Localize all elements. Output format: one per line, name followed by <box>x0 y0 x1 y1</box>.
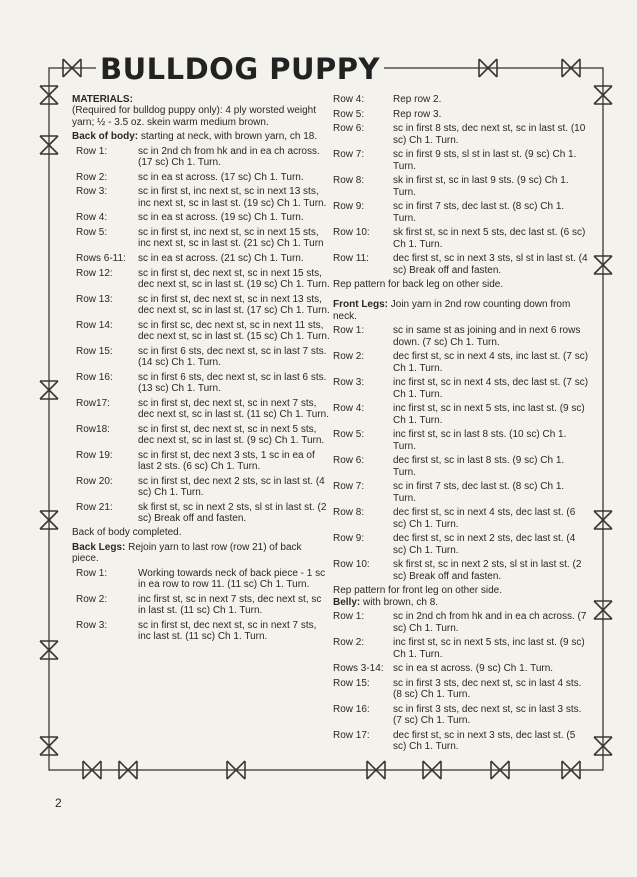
row-label: Row 19: <box>76 449 113 461</box>
instruction-row <box>333 455 589 478</box>
back-legs-intro <box>72 542 330 565</box>
row-label: Row 3: <box>76 186 108 198</box>
row-instruction: dec first st, sc in next 4 sts, dec last st. (6 sc) Ch 1. Turn. <box>393 507 576 530</box>
row-instruction: sc in ea st across. (19 sc) Ch 1. Turn. <box>138 212 304 224</box>
row-instruction: inc first st, sc in next 5 sts, inc last st. (9 sc) Ch 1. Turn. <box>393 403 585 426</box>
row-label: Row 8: <box>333 175 365 187</box>
row-instruction: sc in first st, dec next st, sc in next 15 sts, dec next st, sc in last st. (19 sc) Ch 1. Turn. <box>138 267 330 290</box>
instruction-row <box>333 559 589 582</box>
row-instruction: dec first st, sc in next 3 sts, sl st in last st. (4 sc) Break off and fasten. <box>393 253 588 276</box>
front-leg-repeat-note: Rep pattern for front leg on other side. <box>333 585 502 597</box>
row-label: Row 1: <box>76 145 108 157</box>
front-legs-heading: Front Legs: <box>333 299 388 311</box>
row-label: Row 10: <box>333 227 370 239</box>
row-label: Row 11: <box>333 253 369 265</box>
row-instruction: sc in first 3 sts, dec next st, sc in last 4 sts. (8 sc) Ch 1. Turn. <box>393 677 582 701</box>
instruction-row <box>333 351 589 374</box>
right-column <box>333 94 589 753</box>
front-legs-text: Join yarn in 2nd row counting down from neck. <box>333 299 571 322</box>
row-instruction: sk first st, sc in next 5 sts, dec last st. (6 sc) Ch 1. Turn. <box>393 227 586 250</box>
materials-heading: MATERIALS: <box>72 94 133 105</box>
row-label: Rows 3-14: <box>333 663 384 675</box>
materials-text: (Required for bulldog puppy only): 4 ply worsted weight yarn; ½ - 3.5 oz. skein warm medium brown. <box>72 105 317 128</box>
instruction-row <box>333 149 589 172</box>
row-instruction: sc in first 6 sts, dec next st, sc in last 6 sts. (13 sc) Ch 1. Turn. <box>138 371 327 394</box>
instruction-row <box>72 398 330 421</box>
instruction-row <box>72 372 330 395</box>
instruction-row <box>333 253 589 276</box>
row-label: Row 16: <box>76 371 113 383</box>
row-instruction: sc in first st, dec next st, sc in next 7 sts, dec next st, sc in last st. (11 sc) Ch 1. Turn. <box>138 397 329 420</box>
instruction-row <box>333 94 589 105</box>
row-instruction: sc in first sc, dec next st, sc in next 11 sts, dec next st, sc in last st. (15 sc) Ch 1. Turn. <box>138 319 330 342</box>
row-label: Row 21: <box>76 501 113 513</box>
instruction-row <box>72 146 330 169</box>
materials-section <box>72 94 330 128</box>
belly-rows <box>333 611 589 752</box>
instruction-row <box>72 212 330 223</box>
row-label: Row 5: <box>333 429 365 441</box>
instruction-row <box>333 637 589 660</box>
instruction-row <box>72 424 330 447</box>
row-label: Row 16: <box>333 703 370 715</box>
row-label: Row 10: <box>333 559 370 571</box>
row-label: Row 2: <box>76 593 108 605</box>
row-instruction: sc in first 8 sts, dec next st, sc in last st. (10 sc) Ch 1. Turn. <box>393 123 586 146</box>
row-label: Row 2: <box>76 171 108 183</box>
row-instruction: sc in first 3 sts, dec next st, sc in last 3 sts. (7 sc) Ch 1. Turn. <box>393 703 582 727</box>
instruction-row <box>333 663 589 674</box>
instruction-row <box>72 186 330 209</box>
instruction-row <box>72 268 330 291</box>
row-instruction: dec first st, sc in next 3 sts, dec last st. (5 sc) Ch 1. Turn. <box>393 729 576 753</box>
row-label: Row 6: <box>333 123 365 135</box>
row-instruction: inc first st, sc in last 8 sts. (10 sc) Ch 1. Turn. <box>393 429 567 452</box>
instruction-row <box>333 481 589 504</box>
row-label: Row 7: <box>333 149 365 161</box>
instruction-row <box>333 611 589 634</box>
instruction-row <box>333 175 589 198</box>
instruction-row <box>333 325 589 348</box>
page-title: BULLDOG PUPPY <box>96 52 384 86</box>
back-legs-rows-continued <box>333 94 589 276</box>
row-instruction: dec first st, sc in next 4 sts, inc last st. (7 sc) Ch 1. Turn. <box>393 351 589 374</box>
row-instruction: Rep row 3. <box>393 108 442 120</box>
row-label: Row 15: <box>76 345 113 357</box>
row-label: Row 1: <box>76 567 108 579</box>
row-label: Row 2: <box>333 637 365 649</box>
row-instruction: sc in first st, dec next st, sc in next 13 sts, dec next st, sc in last st. (17 sc) Ch 1. Turn. <box>138 293 330 316</box>
row-label: Row 7: <box>333 481 365 493</box>
row-instruction: inc first st, sc in next 4 sts, dec last st. (7 sc) Ch 1. Turn. <box>393 377 589 400</box>
row-instruction: sk first st, sc in next 2 sts, sl st in last st. (2 sc) Break off and fasten. <box>393 559 582 582</box>
back-legs-heading: Back Legs: <box>72 541 126 553</box>
row-label: Row 3: <box>76 619 108 631</box>
front-legs-rows <box>333 325 589 582</box>
row-instruction: sk in first st, sc in last 9 sts. (9 sc) Ch 1. Turn. <box>393 175 569 198</box>
page-number: 2 <box>55 796 62 810</box>
row-label: Row 17: <box>333 729 370 741</box>
instruction-row <box>333 123 589 146</box>
row-label: Row 3: <box>333 377 365 389</box>
row-instruction: dec first st, sc in last 8 sts. (9 sc) Ch 1. Turn. <box>393 455 565 478</box>
row-instruction: Rep row 2. <box>393 94 442 105</box>
row-instruction: dec first st, sc in next 2 sts, dec last st. (4 sc) Ch 1. Turn. <box>393 533 576 556</box>
row-instruction: sc in first st, inc next st, sc in next 15 sts, inc next st, sc in last st. (21 sc) Ch 1. Turn <box>138 227 324 250</box>
row-instruction: sk first st, sc in next 2 sts, sl st in last st. (2 sc) Break off and fasten. <box>138 501 327 524</box>
instruction-row <box>72 568 330 591</box>
row-label: Row 6: <box>333 455 365 467</box>
row-label: Row 4: <box>333 403 365 415</box>
instruction-row <box>333 377 589 400</box>
belly-intro <box>333 597 589 608</box>
back-of-body-rows <box>72 146 330 525</box>
row-label: Row 15: <box>333 677 370 689</box>
row-instruction: sc in first 7 sts, dec last st. (8 sc) Ch 1. Turn. <box>393 201 565 224</box>
instruction-row <box>72 594 330 617</box>
back-of-body-intro <box>72 131 330 142</box>
instruction-row <box>333 429 589 452</box>
row-instruction: sc in first st, dec next 2 sts, sc in last st. (4 sc) Ch 1. Turn. <box>138 475 325 498</box>
row-label: Row 5: <box>333 108 365 120</box>
row-label: Row 9: <box>333 201 365 213</box>
row-label: Row 12: <box>76 267 113 279</box>
row-instruction: sc in first 7 sts, dec last st. (8 sc) Ch 1. Turn. <box>393 481 565 504</box>
row-label: Row 9: <box>333 533 365 545</box>
instruction-row <box>333 403 589 426</box>
front-legs-intro <box>333 299 589 322</box>
belly-text: with brown, ch 8. <box>360 596 439 608</box>
row-instruction: sc in first st, dec next st, sc in next 7 sts, inc last st. (11 sc) Ch 1. Turn. <box>138 619 317 643</box>
instruction-row <box>333 507 589 530</box>
row-label: Row 5: <box>76 227 108 238</box>
instruction-row <box>333 109 589 120</box>
row-label: Rows 6-11: <box>76 253 126 264</box>
instruction-row <box>333 730 589 753</box>
row-label: Row 20: <box>76 475 113 487</box>
row-instruction: sc in first st, dec next st, sc in next 5 sts, dec next st, sc in last st. (9 sc) Ch 1. Turn. <box>138 423 325 446</box>
instruction-row <box>72 450 330 473</box>
instruction-row <box>72 502 330 525</box>
instruction-row <box>333 678 589 701</box>
left-column <box>72 94 330 643</box>
row-label: Row17: <box>76 397 110 409</box>
instruction-row <box>333 227 589 250</box>
instruction-row <box>72 294 330 317</box>
instruction-row <box>72 620 330 643</box>
instruction-row <box>72 227 330 250</box>
row-label: Row 1: <box>333 611 365 623</box>
row-instruction: sc in 2nd ch from hk and in ea ch across. (17 sc) Ch 1. Turn. <box>138 145 320 169</box>
instruction-row <box>72 253 330 264</box>
row-instruction: sc in first st, dec next 3 sts, 1 sc in ea of last 2 sts. (6 sc) Ch 1. Turn. <box>138 449 315 472</box>
belly-heading: Belly: <box>333 596 361 608</box>
row-label: Row 4: <box>333 94 365 105</box>
row-label: Row 14: <box>76 319 113 331</box>
row-label: Row 8: <box>333 507 365 519</box>
back-legs-text: Rejoin yarn to last row (row 21) of back piece. <box>72 541 302 565</box>
row-instruction: sc in first st, inc next st, sc in next 13 sts, inc next st, sc in last st. (19 sc) Ch 1. Turn. <box>138 186 327 209</box>
back-legs-rows <box>72 568 330 643</box>
instruction-row <box>333 201 589 224</box>
instruction-row <box>333 704 589 727</box>
row-instruction: sc in first 9 sts, sl st in last st. (9 sc) Ch 1. Turn. <box>393 149 577 172</box>
back-of-body-completed: Back of body completed. <box>72 527 182 539</box>
instruction-row <box>72 320 330 343</box>
row-label: Row 1: <box>333 325 365 337</box>
instruction-row <box>72 476 330 499</box>
instruction-row <box>72 172 330 183</box>
row-label: Row 13: <box>76 293 113 305</box>
back-leg-repeat-note: Rep pattern for back leg on other side. <box>333 279 504 290</box>
row-instruction: sc in same st as joining and in next 6 rows down. (7 sc) Ch 1. Turn. <box>393 325 581 348</box>
row-instruction: sc in 2nd ch from hk and in ea ch across. (7 sc) Ch 1. Turn. <box>393 611 587 634</box>
row-label: Row 2: <box>333 351 365 363</box>
row-label: Row18: <box>76 423 110 435</box>
row-label: Row 4: <box>76 212 108 224</box>
back-of-body-text: starting at neck, with brown yarn, ch 18. <box>138 131 318 143</box>
row-instruction: sc in ea st across. (21 sc) Ch 1. Turn. <box>138 253 304 264</box>
row-instruction: inc first st, sc in next 5 sts, inc last st. (9 sc) Ch 1. Turn. <box>393 637 585 660</box>
instruction-row <box>333 533 589 556</box>
row-instruction: inc first st, sc in next 7 sts, dec next st, sc in last st. (11 sc) Ch 1. Turn. <box>138 593 322 617</box>
row-instruction: sc in ea st across. (9 sc) Ch 1. Turn. <box>393 663 554 675</box>
back-of-body-heading: Back of body: <box>72 131 139 143</box>
row-instruction: Working towards neck of back piece - 1 sc in ea row to row 11. (11 sc) Ch 1. Turn. <box>138 567 326 591</box>
row-instruction: sc in first 6 sts, dec next st, sc in last 7 sts. (14 sc) Ch 1. Turn. <box>138 345 327 368</box>
instruction-row <box>72 346 330 369</box>
row-instruction: sc in ea st across. (17 sc) Ch 1. Turn. <box>138 171 304 183</box>
